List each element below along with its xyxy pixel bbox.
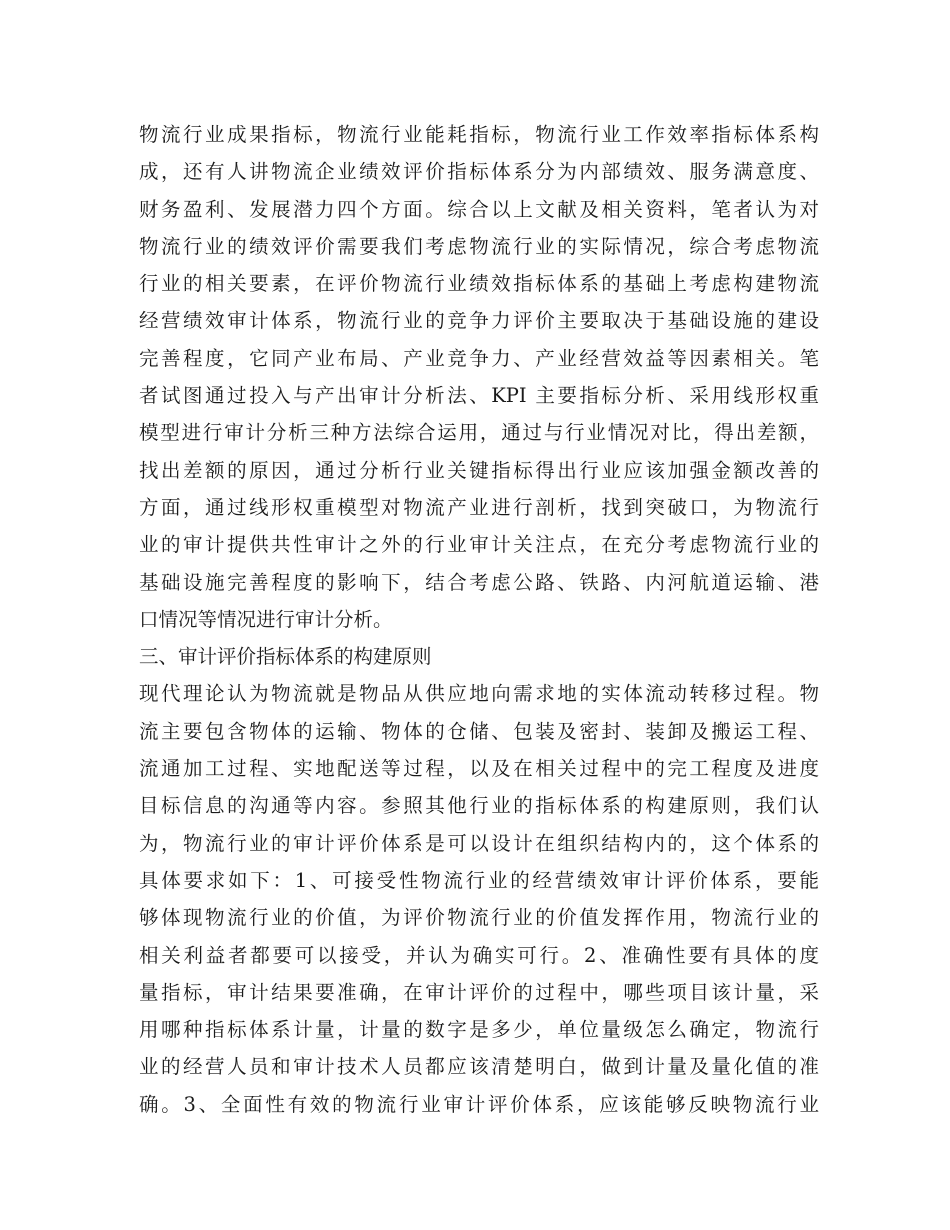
- text-line: 基础设施完善程度的影响下，结合考虑公路、铁路、内河航道运输、港: [139, 570, 819, 594]
- text-line: 流通加工过程、实地配送等过程，以及在相关过程中的完工程度及进度: [139, 757, 819, 781]
- text-line: 业的审计提供共性审计之外的行业审计关注点，在充分考虑物流行业的: [139, 533, 819, 557]
- text-line: 现代理论认为物流就是物品从供应地向需求地的实体流动转移过程。物: [139, 682, 819, 706]
- text-line: 够体现物流行业的价值，为评价物流行业的价值发挥作用，物流行业的: [139, 906, 819, 930]
- text-line: 者试图通过投入与产出审计分析法、KPI 主要指标分析、采用线形权重: [139, 384, 819, 408]
- text-line: 相关利益者都要可以接受，并认为确实可行。2、准确性要有具体的度: [139, 943, 819, 967]
- text-line: 找出差额的原因，通过分析行业关键指标得出行业应该加强金额改善的: [139, 458, 819, 482]
- text-line: 经营绩效审计体系，物流行业的竞争力评价主要取决于基础设施的建设: [139, 309, 819, 333]
- body-text: [139, 116, 819, 1123]
- text-line: 财务盈利、发展潜力四个方面。综合以上文献及相关资料，笔者认为对: [139, 197, 819, 221]
- text-line: 为，物流行业的审计评价体系是可以设计在组织结构内的，这个体系的: [139, 831, 819, 855]
- text-line: 物流行业的绩效评价需要我们考虑物流行业的实际情况，综合考虑物流: [139, 234, 819, 258]
- text-line: 确。3、全面性有效的物流行业审计评价体系，应该能够反映物流行业: [139, 1092, 819, 1116]
- text-line: 完善程度，它同产业布局、产业竞争力、产业经营效益等因素相关。笔: [139, 346, 819, 370]
- text-line: 目标信息的沟通等内容。参照其他行业的指标体系的构建原则，我们认: [139, 794, 819, 818]
- text-line: 业的经营人员和审计技术人员都应该清楚明白，做到计量及量化值的准: [139, 1055, 819, 1079]
- text-line: 方面，通过线形权重模型对物流产业进行剖析，找到突破口，为物流行: [139, 495, 819, 519]
- text-line: 成，还有人讲物流企业绩效评价指标体系分为内部绩效、服务满意度、: [139, 160, 819, 184]
- text-line: 行业的相关要素，在评价物流行业绩效指标体系的基础上考虑构建物流: [139, 272, 819, 296]
- text-line: 量指标，审计结果要准确，在审计评价的过程中，哪些项目该计量，采: [139, 980, 819, 1004]
- text-line: 口情况等情况进行审计分析。: [139, 607, 393, 631]
- text-line: 流主要包含物体的运输、物体的仓储、包装及密封、装卸及搬运工程、: [139, 719, 819, 743]
- text-line: 具体要求如下：1、可接受性物流行业的经营绩效审计评价体系，要能: [139, 868, 819, 892]
- section-heading: 三、审计评价指标体系的构建原则: [139, 645, 432, 669]
- text-line: 物流行业成果指标，物流行业能耗指标，物流行业工作效率指标体系构: [139, 123, 819, 146]
- text-line: 用哪种指标体系计量，计量的数字是多少，单位量级怎么确定，物流行: [139, 1018, 819, 1042]
- text-line: 模型进行审计分析三种方法综合运用，通过与行业情况对比，得出差额，: [139, 421, 819, 445]
